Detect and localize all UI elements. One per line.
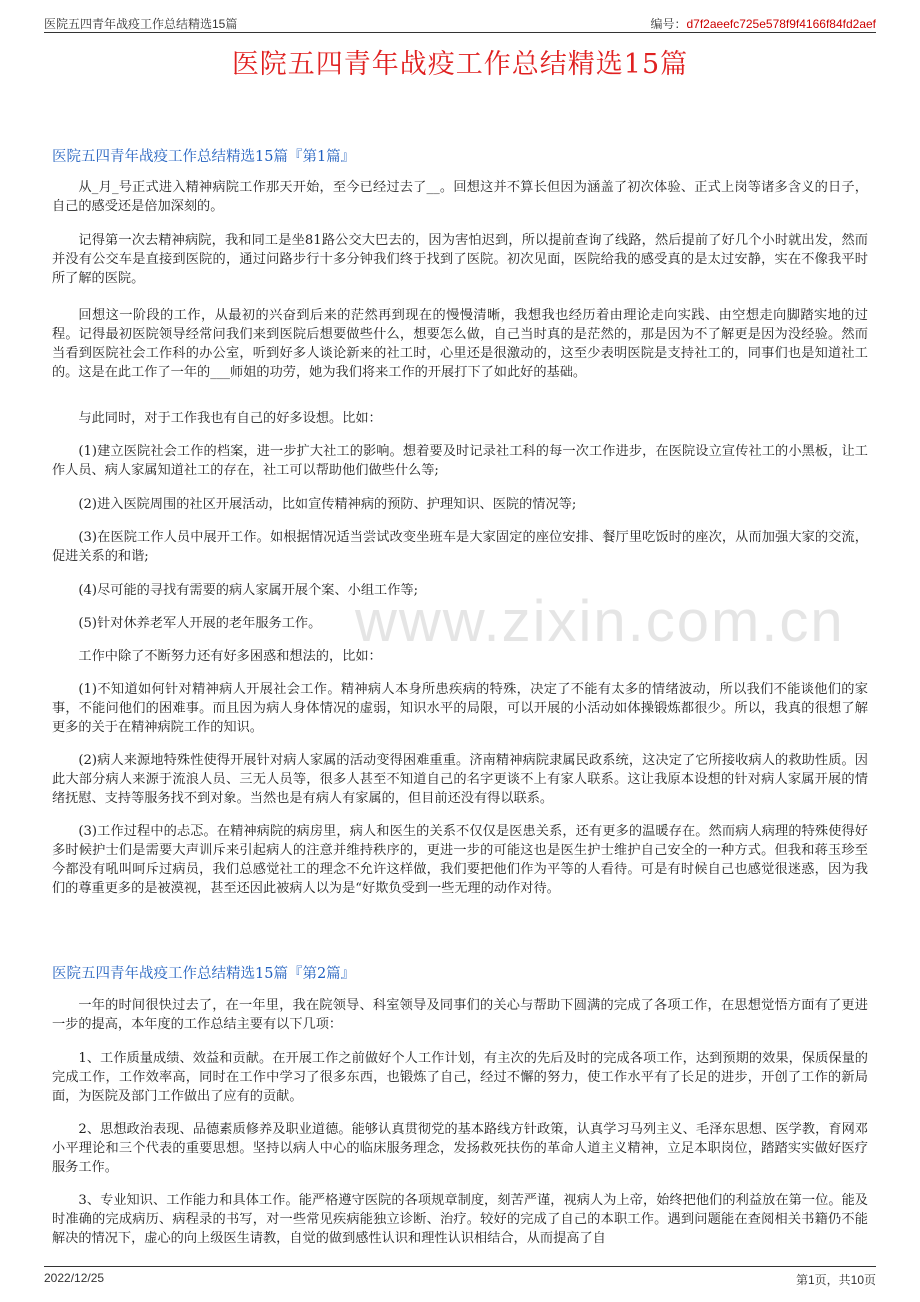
- paragraph: (3)在医院工作人员中展开工作。如根据情况适当尝试改变坐班车是大家固定的座位安排、餐厅里吃饭时的座次，从而加强大家的交流，促进关系的和谐;: [52, 530, 868, 564]
- watermark: www.zixin.com.cn: [355, 589, 845, 654]
- header-doc-title: 医院五四青年战疫工作总结精选15篇: [44, 17, 238, 31]
- paragraph: (2)病人来源地特殊性使得开展针对病人家属的活动变得困难重重。济南精神病院隶属民政系统，这决定了它所接收病人的救助性质。因此大部分病人来源于流浪人员、三无人员等，很多人甚至不知道自己的名字更谈不上有家人联系。这让我原本设想的针对病人家属开展的情绪抚慰、支持等服务找不到对象。当然也是有病人有家属的，但目前还没有得以联系。: [52, 753, 868, 806]
- paragraph: 工作中除了不断努力还有好多困惑和想法的，比如：: [78, 649, 382, 664]
- paragraph: 与此同时，对于工作我也有自己的好多设想。比如：: [78, 411, 382, 426]
- paragraph: (1)建立医院社会工作的档案，进一步扩大社工的影响。想着要及时记录社工科的每一次工作进步，在医院设立宣传社工的小黑板，让工作人员、病人家属知道社工的存在，社工可以帮助他们做些什么等;: [52, 444, 868, 478]
- paragraph: 1、工作质量成绩、效益和贡献。在开展工作之前做好个人工作计划，有主次的先后及时的完成各项工作，达到预期的效果，保质保量的完成工作，工作效率高，同时在工作中学习了很多东西，也锻炼了自己，经过不懈的努力，使工作水平有了长足的进步，开创了工作的新局面，为医院及部门工作做出了应有的贡献。: [52, 1051, 868, 1104]
- section-2-title: 医院五四青年战疫工作总结精选15篇『第2篇』: [52, 966, 356, 982]
- paragraph: 3、专业知识、工作能力和具体工作。能严格遵守医院的各项规章制度，刻苦严谨，视病人为上帝，始终把他们的利益放在第一位。能及时准确的完成病历、病程录的书写，对一些常见疾病能独立诊断、治疗。较好的完成了自己的本职工作。遇到问题能在查阅相关书籍仍不能解决的情况下，虚心的向上级医生请教，自觉的做到感性认识和理性认识相结合，从而提高了自: [52, 1193, 868, 1246]
- paragraph: (2)进入医院周围的社区开展活动，比如宣传精神病的预防、护理知识、医院的情况等;: [78, 497, 577, 512]
- document-title: 医院五四青年战疫工作总结精选15篇: [231, 49, 689, 80]
- footer-date: 2022/12/25: [44, 1271, 105, 1285]
- paragraph: (4)尽可能的寻找有需要的病人家属开展个案、小组工作等;: [78, 583, 419, 598]
- page-header: [44, 12, 876, 33]
- page-footer: [44, 1266, 876, 1287]
- paragraph: 2、思想政治表现、品德素质修养及职业道德。能够认真贯彻党的基本路线方针政策，认真学习马列主义、毛泽东思想、医学教，育网邓小平理论和三个代表的重要思想。坚持以病人中心的临床服务理念，发扬救死扶伤的革命人道主义精神，立足本职岗位，踏踏实实做好医疗服务工作。: [52, 1122, 868, 1175]
- paragraph: 回想这一阶段的工作，从最初的兴奋到后来的茫然再到现在的慢慢清晰，我想我也经历着由理论走向实践、由空想走向脚踏实地的过程。记得最初医院领导经常问我们来到医院后想要做些什么，想要怎么做，自己当时真的是茫然的，那是因为不了解更是因为没经验。然而当看到医院社会工作科的办公室，听到好多人谈论新来的社工时，心里还是很激动的，这至少表明医院是支持社工的，同事们也是知道社工的。这是在此工作了一年的___师姐的功劳，她为我们将来工作的开展打下了如此好的基础。: [52, 308, 868, 380]
- paragraph: (1)不知道如何针对精神病人开展社会工作。精神病人本身所患疾病的特殊，决定了不能有太多的情绪波动，所以我们不能谈他们的家事，不能问他们的困难事。而且因为病人身体情况的虚弱，知识水平的局限，可以开展的小活动如体操锻炼都很少。所以，我真的很想了解更多的关于在精神病院工作的知识。: [52, 682, 868, 735]
- paragraph: 记得第一次去精神病院，我和同工是坐81路公交大巴去的，因为害怕迟到，所以提前查询了线路，然后提前了好几个小时就出发，然而并没有公交车是直接到医院的，通过问路步行十多分钟我们终于找到了医院。初次见面，医院给我的感受真的是太过安静，实在不像我平时所了解的医院。: [52, 233, 868, 286]
- footer-page-number: 第1页，共10页: [795, 1273, 876, 1287]
- header-code: [650, 15, 876, 32]
- paragraph: 一年的时间很快过去了，在一年里，我在院领导、科室领导及同事们的关心与帮助下圆满的完成了各项工作，在思想觉悟方面有了更进一步的提高，本年度的工作总结主要有以下几项：: [52, 998, 868, 1032]
- header-code-value: d7f2aeefc725e578f9f4166f84fd2aef: [686, 17, 876, 31]
- paragraph: 从_月_号正式进入精神病院工作那天开始，至今已经过去了__。回想这并不算长但因为涵盖了初次体验、正式上岗等诸多含义的日子，自己的感受还是倍加深刻的。: [52, 180, 868, 214]
- paragraph: (5)针对休养老军人开展的老年服务工作。: [78, 616, 322, 631]
- header-code-label: 编号：: [650, 17, 687, 31]
- section-1-title: 医院五四青年战疫工作总结精选15篇『第1篇』: [52, 149, 356, 165]
- paragraph: (3)工作过程中的忐忑。在精神病院的病房里，病人和医生的关系不仅仅是医患关系，还有更多的温暖存在。然而病人病理的特殊使得好多时候护士们是需要大声训斥来引起病人的注意并维持秩序的，更进一步的可能这也是医生护士维护自己安全的一种方式。但我和蒋玉珍至今都没有吼叫呵斥过病员，我们总感觉社工的理念不允许这样做，我们要把他们作为平等的人看待。可是有时候自己也感觉很迷惑，因为我们的尊重更多的是被漠视，甚至还因此被病人以为是“好欺负受到一些无理的动作对待。: [52, 824, 868, 896]
